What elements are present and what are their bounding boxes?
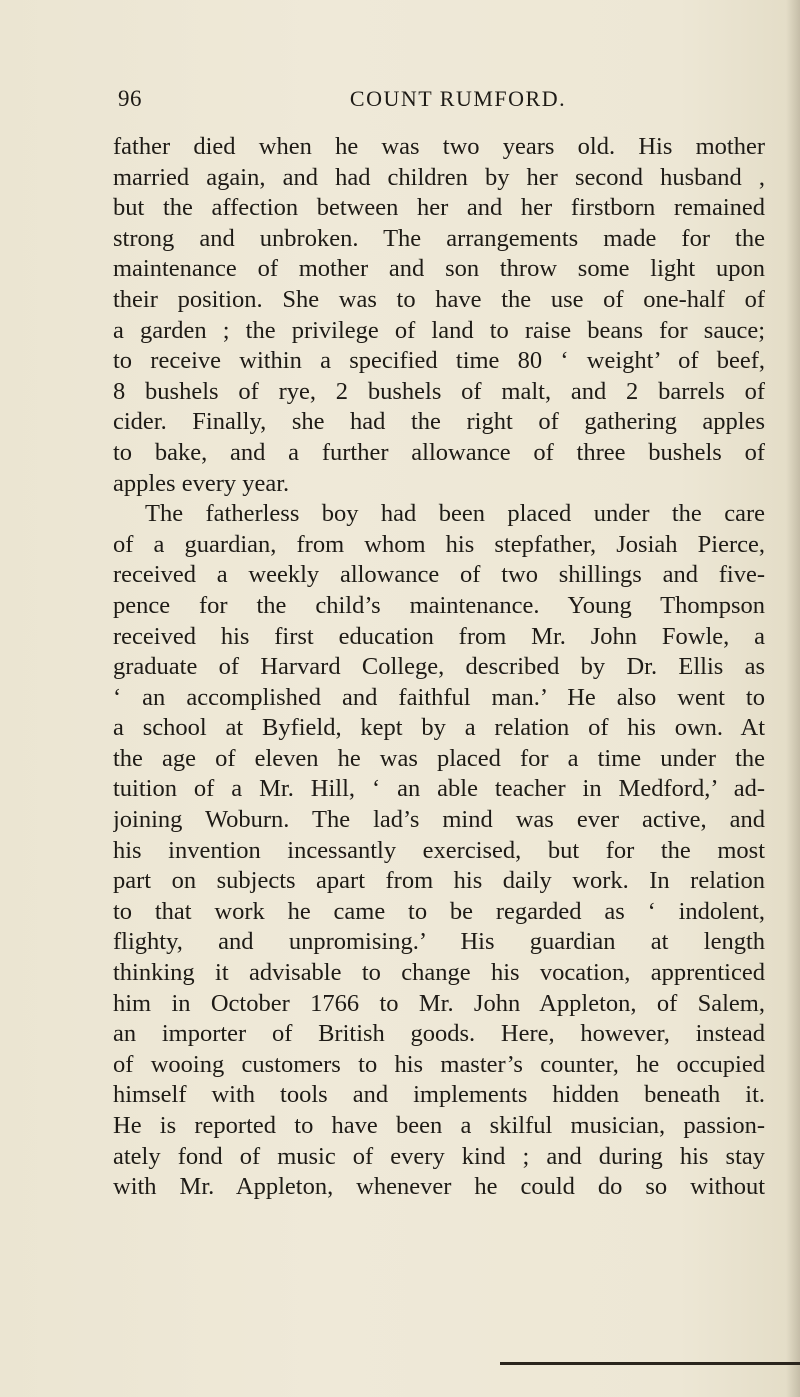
text-line: an importer of British goods. Here, however, instead — [113, 1020, 765, 1048]
text-line: of a guardian, from whom his stepfather, Josiah Pierce, — [113, 530, 765, 558]
text-line: thinking it advisable to change his vocation, apprenticed — [113, 959, 765, 987]
text-line: to that work he came to be regarded as ‘ indolent, — [113, 897, 765, 925]
page-number: 96 — [118, 86, 142, 111]
text-line: maintenance of mother and son throw some light upon — [113, 255, 765, 283]
text-line: to bake, and a further allowance of three bushels of — [113, 438, 765, 466]
text-line: 8 bushels of rye, 2 bushels of malt, and 2 barrels of — [113, 377, 765, 405]
text-line: to receive within a specified time 80 ‘ weight’ of beef, — [113, 347, 765, 375]
text-line: received his first education from Mr. John Fowle, a — [113, 622, 765, 650]
text-line: joining Woburn. The lad’s mind was ever active, and — [113, 806, 765, 834]
text-line: their position. She was to have the use of one-half of — [113, 285, 765, 313]
paragraph-start-line: The fatherless boy had been placed under the care — [145, 500, 765, 528]
paragraph-end-line: apples every year. — [113, 469, 290, 497]
text-line: received a weekly allowance of two shillings and five- — [113, 561, 765, 589]
running-head: COUNT RUMFORD. — [349, 86, 567, 111]
text-line: a school at Byfield, kept by a relation of his own. At — [113, 714, 765, 742]
text-line: graduate of Harvard College, described by Dr. Ellis as — [113, 653, 765, 681]
text-line: ‘ an accomplished and faithful man.’ He also went to — [113, 683, 765, 711]
text-line: him in October 1766 to Mr. John Appleton, of Salem, — [113, 989, 765, 1017]
text-line: cider. Finally, she had the right of gathering apples — [113, 408, 765, 436]
text-line: the age of eleven he was placed for a time under the — [113, 744, 765, 772]
text-line: father died when he was two years old. His mother — [113, 133, 765, 160]
text-line: He is reported to have been a skilful musician, passion- — [113, 1112, 765, 1139]
text-line: part on subjects apart from his daily work. In relation — [113, 867, 765, 895]
text-line: ately fond of music of every kind ; and during his stay — [113, 1142, 765, 1170]
text-line: with Mr. Appleton, whenever he could do so without — [113, 1173, 765, 1201]
text-line: strong and unbroken. The arrangements made for the — [113, 224, 765, 252]
page-header — [118, 86, 758, 116]
body-text — [113, 132, 765, 1203]
page-edge-shadow — [786, 0, 800, 1397]
text-line: tuition of a Mr. Hill, ‘ an able teacher in Medford,’ ad- — [113, 775, 765, 803]
text-line: himself with tools and implements hidden beneath it. — [113, 1081, 765, 1109]
text-line: pence for the child’s maintenance. Young Thompson — [113, 591, 765, 619]
text-line: a garden ; the privilege of land to raise beans for sauce; — [113, 316, 765, 344]
bottom-rule — [500, 1362, 800, 1365]
text-line: but the affection between her and her firstborn remained — [113, 194, 765, 222]
text-line: flighty, and unpromising.’ His guardian at length — [113, 928, 765, 956]
text-line: married again, and had children by her second husband , — [113, 163, 765, 191]
text-line: of wooing customers to his master’s counter, he occupied — [113, 1050, 765, 1078]
text-line: his invention incessantly exercised, but for the most — [113, 836, 765, 864]
